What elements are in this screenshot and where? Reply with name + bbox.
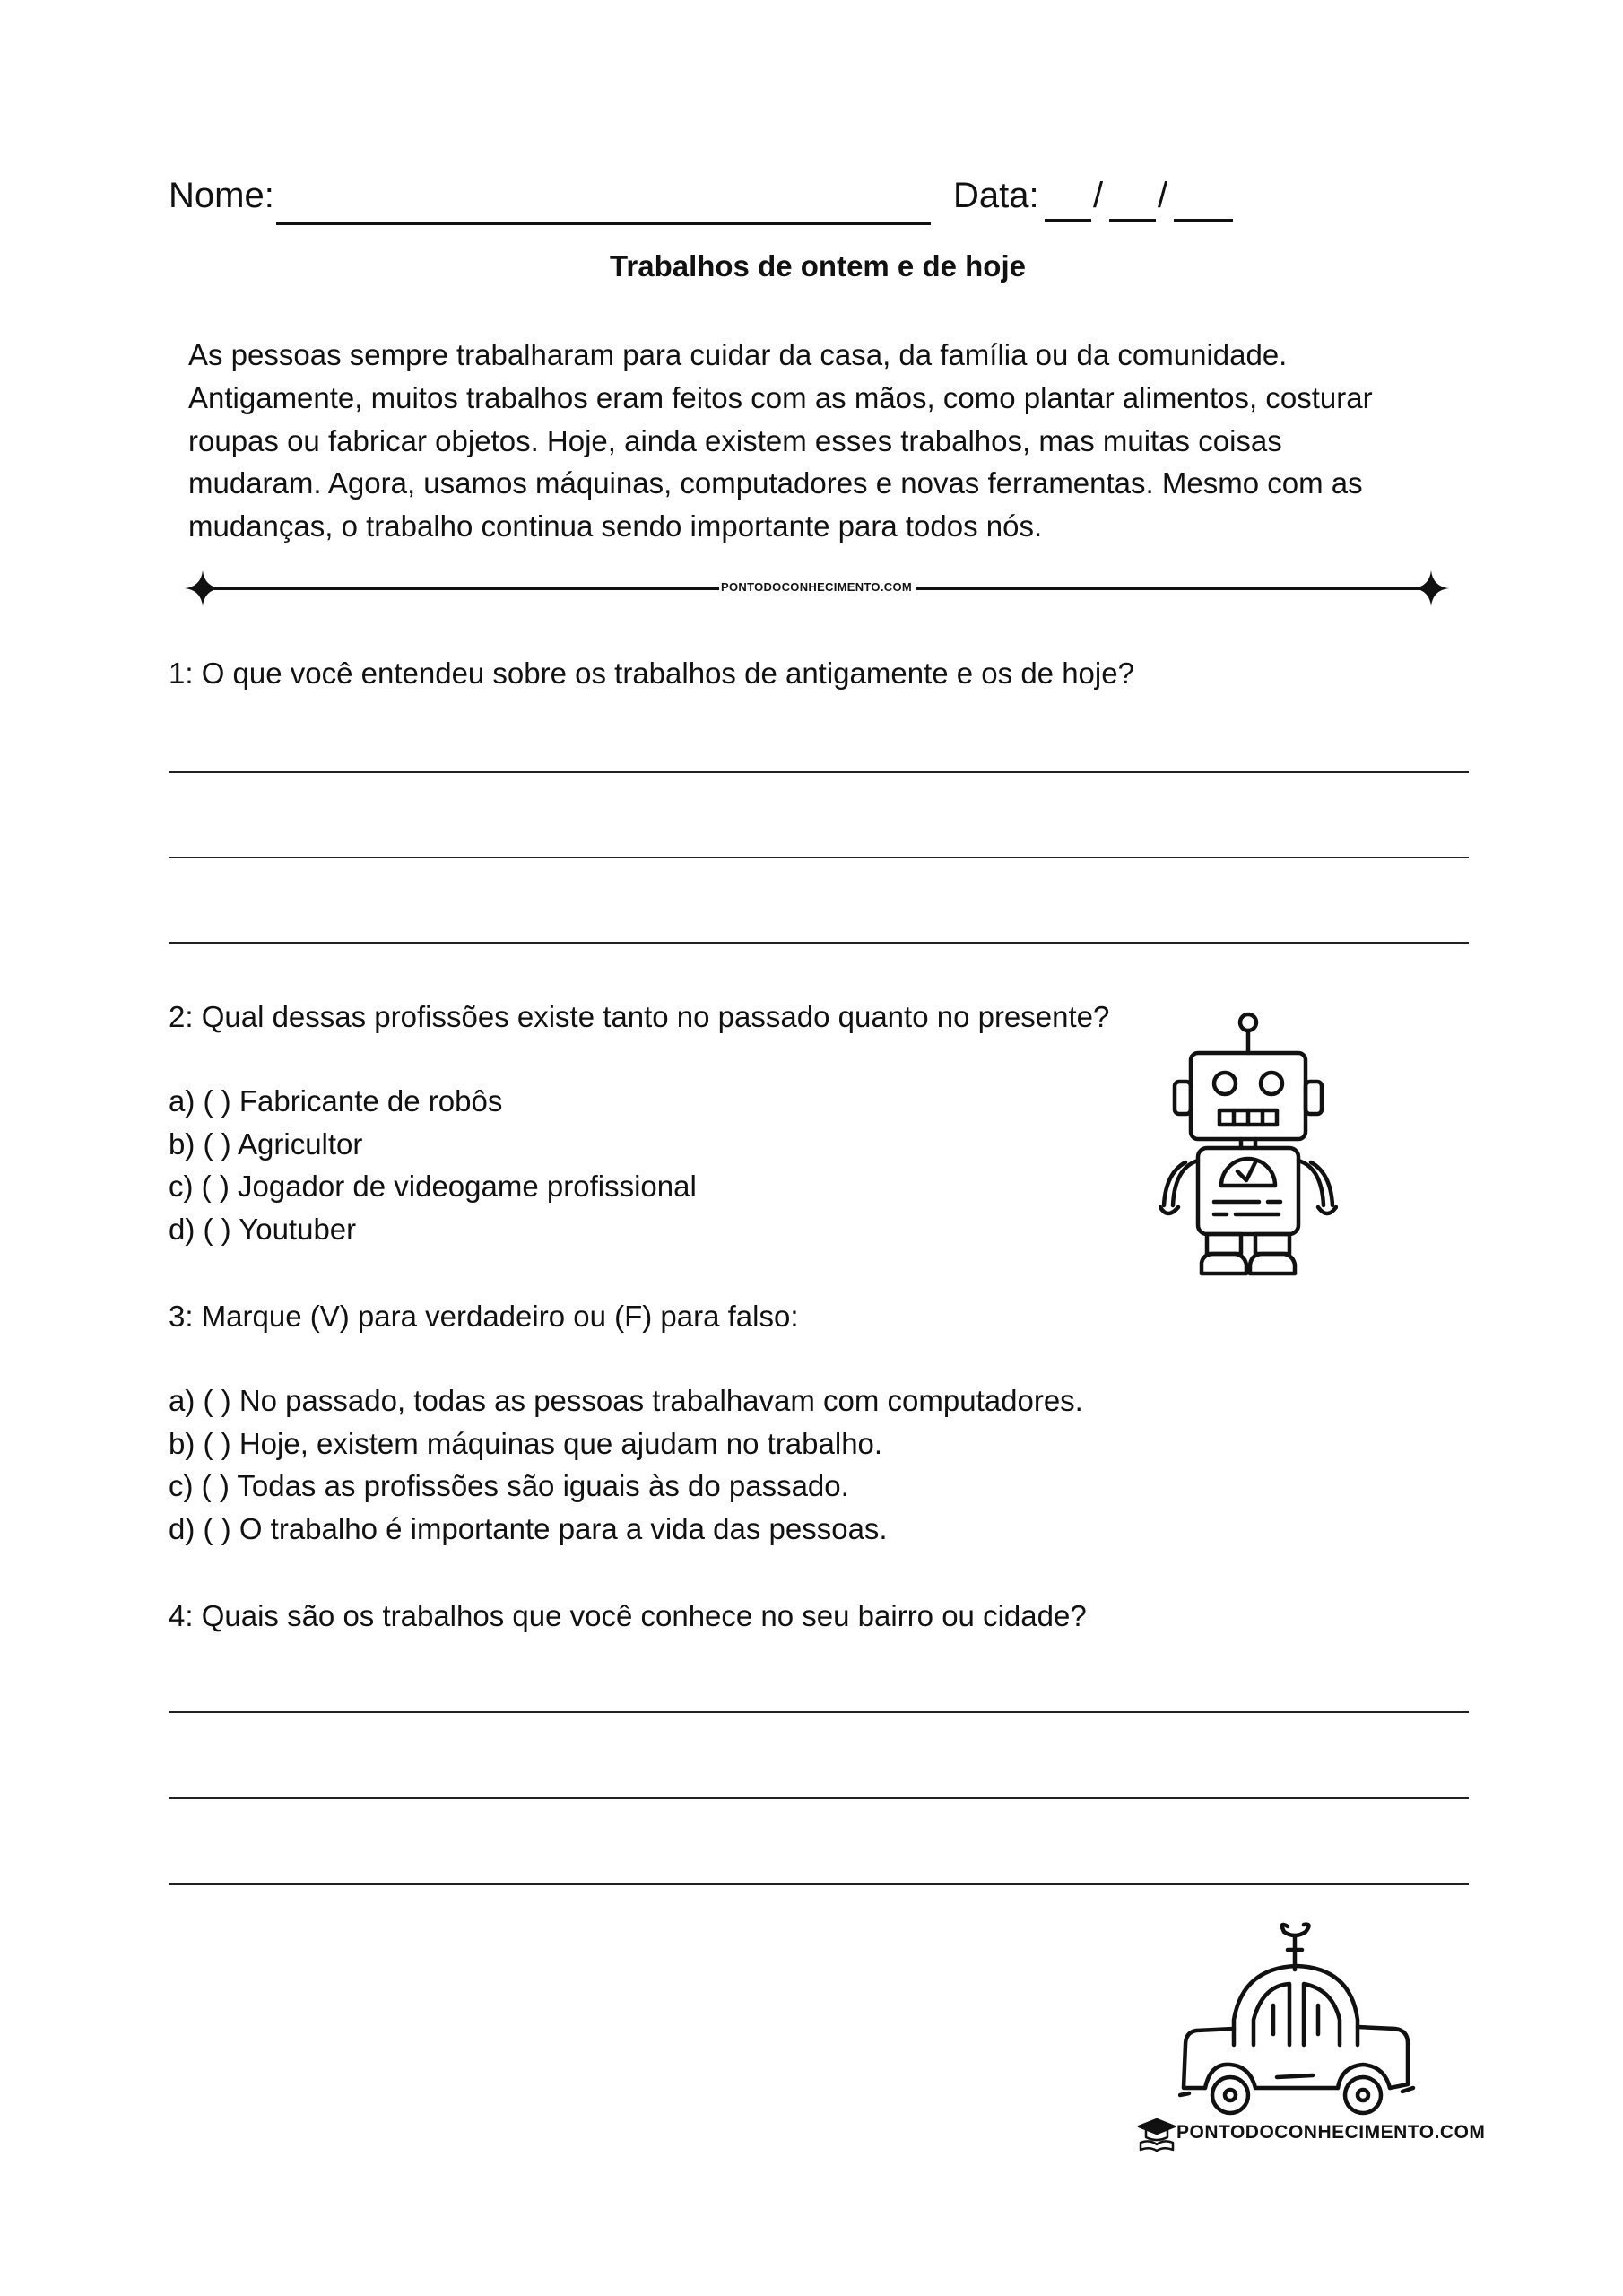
option-d[interactable]: d) ( ) Youtuber — [169, 1212, 357, 1246]
question-3: 3: Marque (V) para verdadeiro ou (F) para falso: — [169, 1300, 799, 1333]
divider-watermark: PONTODOCONHECIMENTO.COM — [721, 580, 912, 594]
question-2-options — [169, 1080, 697, 1250]
date-day-line[interactable] — [1045, 219, 1091, 222]
date-label: Data: — [953, 176, 1039, 215]
question-1: 1: O que você entendeu sobre os trabalhos de antigamente e os de hoje? — [169, 657, 1134, 690]
option-a[interactable]: a) ( ) Fabricante de robôs — [169, 1084, 503, 1118]
divider-line-left — [208, 587, 719, 590]
worksheet-title: Trabalhos de ontem e de hoje — [610, 249, 1026, 283]
question-3-options — [169, 1379, 1083, 1550]
date-month-line[interactable] — [1109, 219, 1156, 222]
robot-icon — [1159, 1008, 1338, 1277]
question-4: 4: Quais são os trabalhos que você conhece no seu bairro ou cidade? — [169, 1599, 1087, 1632]
answer-line[interactable] — [169, 1711, 1469, 1713]
option-c[interactable]: c) ( ) Todas as profissões são iguais às do passado. — [169, 1469, 849, 1502]
option-b[interactable]: b) ( ) Agricultor — [169, 1126, 363, 1161]
divider-right-star-icon — [1413, 570, 1449, 606]
intro-paragraph — [188, 334, 1488, 548]
name-label: Nome: — [169, 176, 274, 215]
answer-line[interactable] — [169, 1883, 1469, 1885]
intro-line-2: Antigamente, muitos trabalhos eram feitos com as mãos, como plantar alimentos, costurar — [188, 380, 1373, 414]
answer-line[interactable] — [169, 1797, 1469, 1799]
answer-line[interactable] — [169, 857, 1469, 858]
intro-line-4: mudaram. Agora, usamos máquinas, computadores e novas ferramentas. Mesmo com as — [188, 466, 1363, 500]
intro-line-3: roupas ou fabricar objetos. Hoje, ainda existem esses trabalhos, mas muitas coisas — [188, 423, 1282, 457]
option-d[interactable]: d) ( ) O trabalho é importante para a vida das pessoas. — [169, 1511, 888, 1545]
question-2: 2: Qual dessas profissões existe tanto no passado quanto no presente? — [169, 1000, 1110, 1033]
date-slash-1: / — [1093, 176, 1104, 215]
answer-line[interactable] — [169, 942, 1469, 944]
intro-line-1: As pessoas sempre trabalharam para cuidar da casa, da família ou da comunidade. — [188, 338, 1288, 371]
graduation-cap-icon — [1137, 2118, 1176, 2152]
answer-line[interactable] — [169, 771, 1469, 773]
footer-logo-text: PONTODOCONHECIMENTO.COM — [1176, 2122, 1486, 2143]
option-b[interactable]: b) ( ) Hoje, existem máquinas que ajudam no trabalho. — [169, 1426, 883, 1460]
date-year-line[interactable] — [1174, 219, 1233, 222]
intro-line-5: mudanças, o trabalho continua sendo importante para todos nós. — [188, 509, 1043, 544]
option-c[interactable]: c) ( ) Jogador de videogame profissional — [169, 1170, 697, 1203]
name-field-line[interactable] — [276, 222, 931, 225]
date-slash-2: / — [1158, 176, 1168, 215]
option-a[interactable]: a) ( ) No passado, todas as pessoas trabalhavam com computadores. — [169, 1384, 1083, 1417]
car-icon — [1178, 1919, 1420, 2129]
divider-line-right — [916, 587, 1426, 590]
